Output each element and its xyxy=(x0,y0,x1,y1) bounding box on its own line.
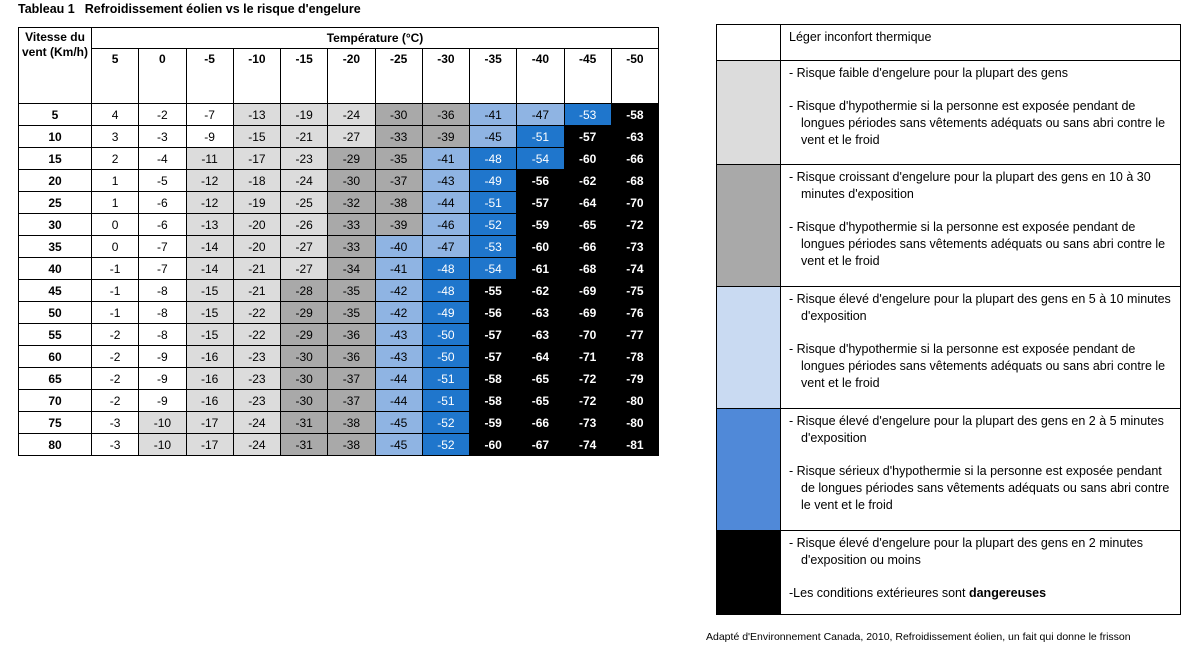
wind-chill-cell: -1 xyxy=(92,258,139,280)
table-row xyxy=(19,148,659,170)
legend-description xyxy=(781,409,1181,531)
wind-chill-cell: 3 xyxy=(92,126,139,148)
legend-item: Léger inconfort thermique xyxy=(789,30,932,44)
wind-chill-cell: -1 xyxy=(92,280,139,302)
wind-chill-cell: -32 xyxy=(328,192,375,214)
legend-description xyxy=(781,165,1181,287)
wind-chill-cell: -29 xyxy=(328,148,375,170)
wind-chill-cell: -18 xyxy=(233,170,280,192)
wind-chill-cell: -19 xyxy=(233,192,280,214)
wind-chill-cell: -3 xyxy=(92,434,139,456)
legend-item: - Risque faible d'engelure pour la plupart des gens xyxy=(789,66,1068,80)
wind-chill-cell: -48 xyxy=(470,148,517,170)
wind-chill-cell: -69 xyxy=(564,280,611,302)
wind-chill-cell: -71 xyxy=(564,346,611,368)
wind-chill-cell: -2 xyxy=(92,368,139,390)
wind-chill-cell: -49 xyxy=(422,302,469,324)
wind-chill-cell: -30 xyxy=(328,170,375,192)
wind-chill-cell: -54 xyxy=(517,148,564,170)
wind-chill-cell: -27 xyxy=(281,236,328,258)
wind-chill-cell: -81 xyxy=(611,434,658,456)
wind-speed-cell: 5 xyxy=(19,104,92,126)
legend-item: - Risque élevé d'engelure pour la plupart des gens en 2 minutes d'exposition ou moins xyxy=(789,536,1143,567)
wind-chill-cell: -43 xyxy=(375,346,422,368)
wind-chill-cell: -41 xyxy=(375,258,422,280)
wind-speed-cell: 60 xyxy=(19,346,92,368)
wind-chill-cell: -28 xyxy=(281,280,328,302)
wind-chill-cell: -21 xyxy=(233,280,280,302)
wind-chill-cell: -52 xyxy=(470,214,517,236)
wind-chill-cell: -64 xyxy=(517,346,564,368)
legend-swatch xyxy=(717,165,781,287)
wind-chill-cell: -38 xyxy=(328,412,375,434)
wind-chill-cell: -33 xyxy=(328,214,375,236)
table-row xyxy=(19,214,659,236)
wind-chill-cell: -41 xyxy=(422,148,469,170)
wind-chill-cell: -6 xyxy=(139,192,186,214)
wind-chill-cell: -80 xyxy=(611,390,658,412)
wind-chill-cell: -42 xyxy=(375,280,422,302)
wind-chill-cell: -66 xyxy=(564,236,611,258)
wind-chill-cell: -26 xyxy=(281,214,328,236)
wind-chill-cell: -2 xyxy=(92,390,139,412)
wind-speed-cell: 10 xyxy=(19,126,92,148)
wind-chill-cell: -2 xyxy=(139,104,186,126)
wind-chill-cell: -16 xyxy=(186,346,233,368)
wind-chill-cell: -73 xyxy=(564,412,611,434)
wind-chill-cell: -15 xyxy=(186,280,233,302)
wind-chill-cell: -35 xyxy=(375,148,422,170)
wind-chill-cell: -2 xyxy=(92,346,139,368)
wind-chill-cell: -44 xyxy=(375,368,422,390)
temperature-col-header: -20 xyxy=(328,49,375,104)
wind-chill-cell: -56 xyxy=(517,170,564,192)
wind-chill-cell: -43 xyxy=(422,170,469,192)
wind-chill-cell: -63 xyxy=(611,126,658,148)
wind-chill-cell: -10 xyxy=(139,434,186,456)
wind-speed-cell: 45 xyxy=(19,280,92,302)
wind-chill-cell: -79 xyxy=(611,368,658,390)
wind-chill-cell: -30 xyxy=(281,346,328,368)
caption-label: Tableau 1 xyxy=(18,2,75,16)
wind-chill-cell: -12 xyxy=(186,192,233,214)
wind-speed-cell: 35 xyxy=(19,236,92,258)
wind-chill-cell: -52 xyxy=(422,434,469,456)
temperature-col-header: -50 xyxy=(611,49,658,104)
wind-chill-cell: -15 xyxy=(186,324,233,346)
wind-chill-cell: -30 xyxy=(281,390,328,412)
wind-chill-cell: 0 xyxy=(92,236,139,258)
legend-row xyxy=(717,25,1181,61)
temperature-header: Température (°C) xyxy=(92,28,659,49)
wind-chill-cell: -48 xyxy=(422,258,469,280)
wind-chill-cell: -30 xyxy=(281,368,328,390)
wind-chill-cell: -53 xyxy=(470,236,517,258)
header-row-title xyxy=(19,28,659,49)
wind-chill-cell: -54 xyxy=(470,258,517,280)
wind-chill-cell: -61 xyxy=(517,258,564,280)
table-row xyxy=(19,302,659,324)
wind-chill-cell: -66 xyxy=(611,148,658,170)
wind-chill-cell: -65 xyxy=(517,390,564,412)
legend-row xyxy=(717,61,1181,165)
table-row xyxy=(19,280,659,302)
table-row xyxy=(19,192,659,214)
wind-chill-cell: -33 xyxy=(328,236,375,258)
wind-chill-cell: -21 xyxy=(233,258,280,280)
wind-chill-cell: -57 xyxy=(517,192,564,214)
wind-chill-cell: -17 xyxy=(186,434,233,456)
wind-chill-cell: -80 xyxy=(611,412,658,434)
temperature-col-header: -35 xyxy=(470,49,517,104)
wind-chill-cell: -37 xyxy=(328,368,375,390)
wind-chill-cell: -17 xyxy=(186,412,233,434)
wind-chill-cell: -45 xyxy=(375,412,422,434)
wind-chill-cell: -6 xyxy=(139,214,186,236)
wind-chill-cell: -10 xyxy=(139,412,186,434)
legend-swatch xyxy=(717,61,781,165)
wind-chill-cell: -24 xyxy=(233,434,280,456)
legend-row xyxy=(717,287,1181,409)
wind-chill-cell: -27 xyxy=(328,126,375,148)
wind-chill-cell: -74 xyxy=(564,434,611,456)
legend-danger-word: dangereuses xyxy=(968,586,1047,600)
wind-chill-cell: -51 xyxy=(422,368,469,390)
wind-chill-cell: -13 xyxy=(233,104,280,126)
table-row xyxy=(19,126,659,148)
wind-chill-cell: -34 xyxy=(328,258,375,280)
wind-chill-cell: -11 xyxy=(186,148,233,170)
table-row xyxy=(19,434,659,456)
wind-chill-cell: -62 xyxy=(564,170,611,192)
wind-chill-cell: -9 xyxy=(139,346,186,368)
wind-chill-cell: -72 xyxy=(564,390,611,412)
wind-chill-cell: -45 xyxy=(470,126,517,148)
wind-chill-cell: -76 xyxy=(611,302,658,324)
table-row xyxy=(19,236,659,258)
table-row xyxy=(19,104,659,126)
wind-chill-cell: -24 xyxy=(281,170,328,192)
table-row xyxy=(19,170,659,192)
wind-chill-cell: -5 xyxy=(139,170,186,192)
wind-chill-cell: -68 xyxy=(564,258,611,280)
wind-speed-cell: 30 xyxy=(19,214,92,236)
wind-chill-cell: -47 xyxy=(422,236,469,258)
wind-chill-cell: -8 xyxy=(139,302,186,324)
wind-chill-cell: -2 xyxy=(92,324,139,346)
wind-chill-cell: -30 xyxy=(375,104,422,126)
legend-row xyxy=(717,165,1181,287)
wind-speed-cell: 70 xyxy=(19,390,92,412)
wind-chill-cell: -45 xyxy=(375,434,422,456)
wind-chill-cell: -37 xyxy=(375,170,422,192)
legend-row xyxy=(717,531,1181,615)
wind-speed-cell: 20 xyxy=(19,170,92,192)
wind-chill-cell: -73 xyxy=(611,236,658,258)
wind-chill-cell: -66 xyxy=(517,412,564,434)
wind-chill-cell: -7 xyxy=(186,104,233,126)
legend-description xyxy=(781,531,1181,615)
wind-chill-cell: -43 xyxy=(375,324,422,346)
legend-item: - Risque croissant d'engelure pour la plupart des gens en 10 à 30 minutes d'exposition xyxy=(789,170,1151,201)
table-row xyxy=(19,258,659,280)
wind-chill-cell: -35 xyxy=(328,302,375,324)
wind-chill-cell: -3 xyxy=(92,412,139,434)
wind-chill-cell: -77 xyxy=(611,324,658,346)
legend-description xyxy=(781,61,1181,165)
wind-chill-cell: -23 xyxy=(233,346,280,368)
wind-chill-cell: -39 xyxy=(422,126,469,148)
wind-chill-cell: -20 xyxy=(233,236,280,258)
wind-chill-cell: -65 xyxy=(517,368,564,390)
risk-legend xyxy=(716,24,1181,615)
wind-chill-cell: -59 xyxy=(470,412,517,434)
legend-item-danger xyxy=(789,585,1174,602)
wind-speed-cell: 55 xyxy=(19,324,92,346)
wind-chill-cell: -48 xyxy=(422,280,469,302)
wind-chill-cell: -22 xyxy=(233,324,280,346)
wind-chill-cell: -44 xyxy=(375,390,422,412)
wind-chill-cell: -62 xyxy=(517,280,564,302)
temperature-col-header: 5 xyxy=(92,49,139,104)
legend-swatch xyxy=(717,409,781,531)
wind-chill-cell: -1 xyxy=(92,302,139,324)
wind-speed-cell: 15 xyxy=(19,148,92,170)
wind-chill-cell: -67 xyxy=(517,434,564,456)
legend-danger-prefix: -Les conditions extérieures sont xyxy=(789,586,969,600)
wind-chill-cell: -37 xyxy=(328,390,375,412)
wind-chill-cell: -70 xyxy=(564,324,611,346)
wind-chill-cell: -50 xyxy=(422,324,469,346)
wind-chill-cell: -33 xyxy=(375,126,422,148)
wind-chill-cell: -16 xyxy=(186,390,233,412)
wind-chill-cell: -51 xyxy=(422,390,469,412)
table-caption xyxy=(18,2,361,16)
wind-chill-cell: -23 xyxy=(233,390,280,412)
wind-chill-cell: -44 xyxy=(422,192,469,214)
temperature-col-header: -10 xyxy=(233,49,280,104)
wind-speed-cell: 25 xyxy=(19,192,92,214)
wind-chill-cell: -9 xyxy=(139,368,186,390)
wind-chill-cell: -50 xyxy=(422,346,469,368)
wind-chill-cell: 4 xyxy=(92,104,139,126)
wind-chill-cell: -3 xyxy=(139,126,186,148)
legend-item: - Risque sérieux d'hypothermie si la personne est exposée pendant de longues périodes sans vêtements adéquats ou sans abri contre le vent et le froid xyxy=(789,464,1170,512)
wind-chill-cell: -75 xyxy=(611,280,658,302)
wind-speed-cell: 50 xyxy=(19,302,92,324)
temperature-row xyxy=(19,49,659,104)
wind-chill-cell: -53 xyxy=(564,104,611,126)
wind-chill-cell: -60 xyxy=(517,236,564,258)
legend-item: - Risque d'hypothermie si la personne est exposée pendant de longues périodes sans vêtements adéquats ou sans abri contre le vent et le froid xyxy=(789,342,1166,390)
wind-chill-cell: -23 xyxy=(233,368,280,390)
wind-chill-cell: -57 xyxy=(470,324,517,346)
wind-chill-cell: -58 xyxy=(611,104,658,126)
wind-chill-cell: -35 xyxy=(328,280,375,302)
temperature-col-header: -45 xyxy=(564,49,611,104)
wind-chill-cell: -38 xyxy=(375,192,422,214)
source-note: Adapté d'Environnement Canada, 2010, Refroidissement éolien, un fait qui donne le frisson xyxy=(706,631,1131,643)
wind-chill-cell: -55 xyxy=(470,280,517,302)
wind-chill-cell: -20 xyxy=(233,214,280,236)
wind-chill-cell: -78 xyxy=(611,346,658,368)
caption-title: Refroidissement éolien vs le risque d'engelure xyxy=(84,2,361,16)
wind-chill-cell: -41 xyxy=(470,104,517,126)
wind-chill-cell: -57 xyxy=(564,126,611,148)
wind-chill-cell: -58 xyxy=(470,390,517,412)
wind-chill-cell: -60 xyxy=(470,434,517,456)
legend-swatch xyxy=(717,531,781,615)
table-row xyxy=(19,412,659,434)
wind-chill-cell: -46 xyxy=(422,214,469,236)
wind-chill-cell: -31 xyxy=(281,412,328,434)
table-row xyxy=(19,368,659,390)
table-row xyxy=(19,346,659,368)
table-row xyxy=(19,324,659,346)
wind-chill-cell: -9 xyxy=(186,126,233,148)
wind-chill-cell: -63 xyxy=(517,302,564,324)
wind-chill-cell: -36 xyxy=(328,324,375,346)
wind-chill-cell: -15 xyxy=(186,302,233,324)
wind-chill-cell: -56 xyxy=(470,302,517,324)
legend-item: - Risque élevé d'engelure pour la plupart des gens en 5 à 10 minutes d'exposition xyxy=(789,292,1171,323)
legend-description xyxy=(781,25,1181,61)
wind-chill-cell: -4 xyxy=(139,148,186,170)
wind-chill-cell: -7 xyxy=(139,258,186,280)
temperature-col-header: -40 xyxy=(517,49,564,104)
wind-chill-cell: -36 xyxy=(422,104,469,126)
wind-chill-cell: -38 xyxy=(328,434,375,456)
temperature-col-header: 0 xyxy=(139,49,186,104)
legend-item: - Risque d'hypothermie si la personne est exposée pendant de longues périodes sans vêtements adéquats ou sans abri contre le vent et le froid xyxy=(789,220,1166,268)
wind-chill-cell: -24 xyxy=(233,412,280,434)
wind-chill-cell: -24 xyxy=(328,104,375,126)
wind-chill-cell: -7 xyxy=(139,236,186,258)
legend-swatch xyxy=(717,287,781,409)
temperature-col-header: -15 xyxy=(281,49,328,104)
legend-swatch xyxy=(717,25,781,61)
wind-chill-cell: -57 xyxy=(470,346,517,368)
wind-chill-cell: -40 xyxy=(375,236,422,258)
table-row xyxy=(19,390,659,412)
temperature-col-header: -5 xyxy=(186,49,233,104)
wind-chill-cell: -13 xyxy=(186,214,233,236)
legend-item: - Risque d'hypothermie si la personne est exposée pendant de longues périodes sans vêtements adéquats ou sans abri contre le vent et le froid xyxy=(789,99,1166,147)
wind-chill-cell: 0 xyxy=(92,214,139,236)
wind-chill-cell: -59 xyxy=(517,214,564,236)
wind-chill-cell: -72 xyxy=(611,214,658,236)
wind-chill-cell: -39 xyxy=(375,214,422,236)
wind-chill-cell: -31 xyxy=(281,434,328,456)
temperature-col-header: -30 xyxy=(422,49,469,104)
wind-speed-cell: 80 xyxy=(19,434,92,456)
wind-chill-cell: -29 xyxy=(281,302,328,324)
wind-chill-cell: -49 xyxy=(470,170,517,192)
temperature-col-header: -25 xyxy=(375,49,422,104)
legend-row xyxy=(717,409,1181,531)
wind-chill-body xyxy=(19,104,659,456)
wind-speed-cell: 75 xyxy=(19,412,92,434)
wind-chill-cell: -19 xyxy=(281,104,328,126)
wind-chill-cell: -65 xyxy=(564,214,611,236)
wind-chill-cell: -68 xyxy=(611,170,658,192)
wind-chill-cell: -27 xyxy=(281,258,328,280)
wind-chill-cell: -60 xyxy=(564,148,611,170)
wind-chill-cell: -72 xyxy=(564,368,611,390)
wind-chill-cell: -25 xyxy=(281,192,328,214)
wind-chill-cell: -52 xyxy=(422,412,469,434)
wind-chill-cell: 2 xyxy=(92,148,139,170)
wind-chill-cell: -51 xyxy=(517,126,564,148)
wind-chill-cell: -64 xyxy=(564,192,611,214)
wind-speed-cell: 40 xyxy=(19,258,92,280)
wind-chill-cell: -36 xyxy=(328,346,375,368)
wind-chill-cell: 1 xyxy=(92,192,139,214)
wind-chill-cell: 1 xyxy=(92,170,139,192)
wind-chill-cell: -21 xyxy=(281,126,328,148)
wind-chill-cell: -9 xyxy=(139,390,186,412)
wind-chill-cell: -58 xyxy=(470,368,517,390)
wind-chill-cell: -23 xyxy=(281,148,328,170)
wind-chill-cell: -17 xyxy=(233,148,280,170)
wind-chill-cell: -15 xyxy=(233,126,280,148)
wind-speed-cell: 65 xyxy=(19,368,92,390)
wind-chill-cell: -74 xyxy=(611,258,658,280)
wind-chill-table xyxy=(18,27,659,456)
wind-chill-cell: -8 xyxy=(139,324,186,346)
wind-chill-cell: -16 xyxy=(186,368,233,390)
legend-description xyxy=(781,287,1181,409)
wind-chill-cell: -69 xyxy=(564,302,611,324)
wind-chill-cell: -51 xyxy=(470,192,517,214)
wind-chill-cell: -63 xyxy=(517,324,564,346)
wind-chill-cell: -8 xyxy=(139,280,186,302)
wind-chill-cell: -22 xyxy=(233,302,280,324)
wind-speed-header: Vitesse du vent (Km/h) xyxy=(19,28,92,104)
wind-chill-cell: -14 xyxy=(186,258,233,280)
wind-chill-cell: -42 xyxy=(375,302,422,324)
legend-item: - Risque élevé d'engelure pour la plupart des gens en 2 à 5 minutes d'exposition xyxy=(789,414,1164,445)
wind-chill-cell: -47 xyxy=(517,104,564,126)
wind-chill-cell: -12 xyxy=(186,170,233,192)
wind-chill-cell: -29 xyxy=(281,324,328,346)
wind-chill-cell: -14 xyxy=(186,236,233,258)
wind-chill-cell: -70 xyxy=(611,192,658,214)
